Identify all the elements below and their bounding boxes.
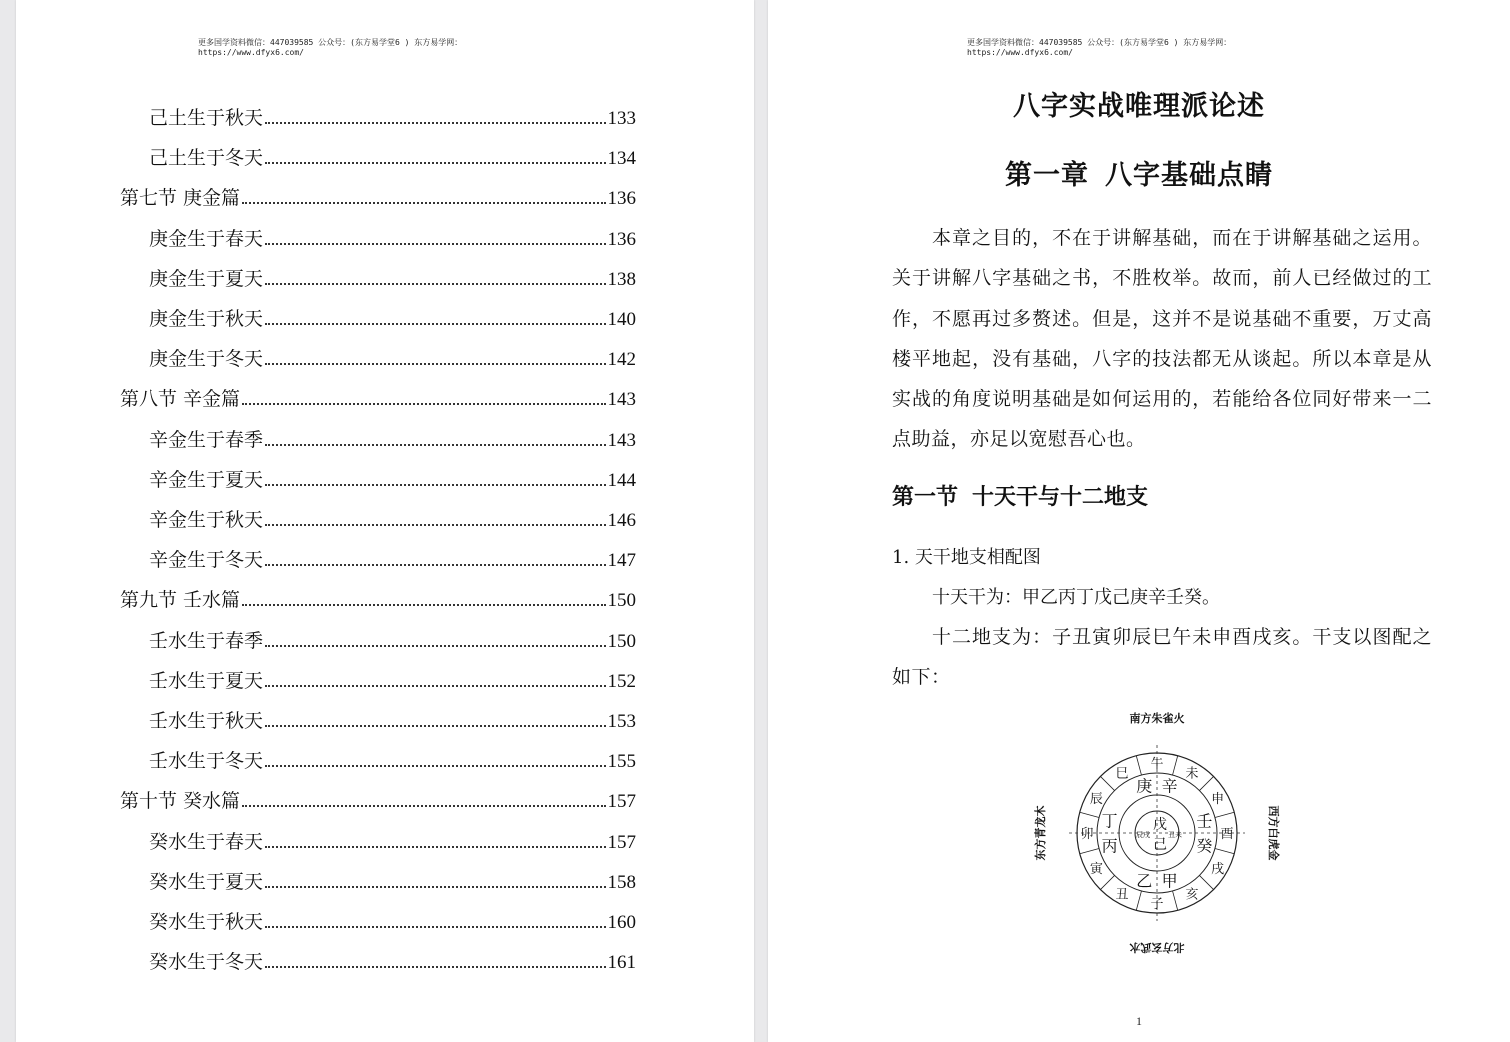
toc-entry[interactable]	[149, 462, 636, 492]
toc-page-number: 146	[607, 510, 636, 531]
branch-divider	[1080, 849, 1099, 854]
toc-dot-leader	[265, 685, 605, 687]
toc-dot-leader	[265, 363, 605, 365]
branch-divider	[1100, 875, 1114, 889]
toc-entry-title: 辛金生于春季	[149, 428, 264, 451]
left-page	[16, 0, 754, 1042]
chapter-label: 第一章	[1005, 160, 1089, 191]
toc-page-number: 140	[607, 309, 636, 330]
toc-page-number: 160	[607, 912, 636, 933]
toc-page-number: 134	[607, 148, 636, 170]
toc-entry-title: 辛金生于冬天	[149, 549, 264, 572]
toc-dot-leader	[265, 846, 605, 848]
branch-label: 申	[1211, 792, 1225, 807]
toc-entry-title: 辛金生于秋天	[149, 509, 264, 531]
stem-label: 乙	[1136, 871, 1153, 891]
toc-dot-leader	[265, 645, 605, 647]
toc-page-number: 153	[607, 711, 636, 732]
toc-entry-title: 庚金生于春天	[149, 227, 264, 250]
toc-page-number: 157	[607, 791, 636, 813]
toc-entry-title: 庚金生于秋天	[149, 308, 264, 330]
toc-entry-title: 第八节 辛金篇	[120, 388, 241, 411]
stem-label: 丙	[1101, 836, 1118, 856]
section-label: 第一节	[892, 484, 959, 510]
toc-dot-leader	[242, 202, 605, 204]
toc-entry-title: 壬水生于夏天	[149, 669, 264, 692]
branch-label: 寅	[1089, 862, 1103, 877]
toc-page-number: 155	[607, 751, 636, 773]
toc-entry-title: 癸水生于夏天	[149, 870, 264, 893]
toc-entry[interactable]	[149, 944, 636, 974]
toc-entry[interactable]	[149, 542, 636, 572]
stem-label: 壬	[1196, 811, 1213, 831]
stem-label: 癸	[1196, 836, 1213, 856]
toc-page-number: 150	[607, 590, 636, 612]
toc-dot-leader	[242, 403, 605, 405]
toc-dot-leader	[265, 122, 605, 124]
toc-page-number: 143	[607, 429, 636, 451]
branch-label: 子	[1150, 897, 1164, 912]
toc-dot-leader	[265, 725, 605, 727]
toc-entry-title: 辛金生于夏天	[149, 468, 264, 491]
toc-section-entry[interactable]	[120, 180, 636, 210]
center-sub-label: 辰戌	[1136, 831, 1150, 839]
toc-entry[interactable]	[149, 864, 636, 894]
toc-entry[interactable]	[149, 904, 636, 934]
stem-label: 丁	[1101, 811, 1118, 831]
toc-dot-leader	[265, 484, 605, 486]
branch-label: 未	[1185, 766, 1199, 782]
toc-page-number: 147	[607, 550, 636, 572]
toc-page-number: 157	[607, 831, 636, 853]
toc-entry-title: 癸水生于冬天	[149, 951, 264, 974]
toc-entry-title: 癸水生于秋天	[149, 911, 264, 933]
toc-dot-leader	[265, 283, 605, 285]
branch-divider	[1199, 776, 1213, 790]
toc-page-number: 142	[607, 349, 636, 371]
toc-page-number: 143	[607, 389, 636, 411]
watermark-line-2: https://www.dfyx6.com/	[198, 48, 304, 57]
chapter-title	[768, 153, 1510, 192]
toc-entry[interactable]	[149, 422, 636, 452]
toc-dot-leader	[265, 926, 605, 928]
toc-page-number: 161	[607, 952, 636, 974]
toc-entry-title: 壬水生于秋天	[149, 710, 264, 732]
toc-page-number: 138	[607, 268, 636, 290]
right-page	[768, 0, 1510, 1042]
section-heading	[892, 480, 1148, 511]
watermark-line-1: 更多国学资料微信：447039585 公众号：(东方易学堂6 ) 东方易学网：	[198, 38, 463, 47]
center-sub-label: 丑未	[1168, 831, 1182, 839]
stem-label: 甲	[1161, 871, 1178, 891]
toc-dot-leader	[265, 323, 605, 325]
toc-dot-leader	[265, 564, 605, 566]
toc-entry[interactable]	[149, 140, 636, 170]
toc-entry-title: 癸水生于春天	[149, 830, 264, 853]
toc-entry-title: 庚金生于夏天	[149, 267, 264, 290]
branch-divider	[1136, 756, 1141, 775]
toc-section-entry[interactable]	[120, 582, 636, 612]
book-title: 八字实战唯理派论述	[1013, 91, 1265, 122]
branch-label: 卯	[1080, 827, 1094, 842]
middle-ring	[1097, 773, 1217, 893]
page-number: 1	[1136, 1014, 1142, 1028]
toc-page-number: 136	[607, 228, 636, 250]
toc-entry[interactable]	[149, 301, 636, 331]
branch-divider	[1080, 812, 1099, 817]
toc-entry-title: 第七节 庚金篇	[120, 187, 241, 210]
branch-label: 午	[1150, 757, 1164, 772]
center-stem: 戊	[1153, 817, 1167, 833]
toc-entry[interactable]	[149, 623, 636, 653]
watermark-left	[198, 38, 462, 58]
watermark-line-1: 更多国学资料微信：447039585 公众号：(东方易学堂6 ) 东方易学网：	[967, 38, 1232, 47]
toc-dot-leader	[265, 966, 605, 968]
toc-section-entry[interactable]	[120, 381, 636, 411]
branch-label: 酉	[1220, 827, 1234, 842]
toc-dot-leader	[242, 604, 605, 606]
toc-entry[interactable]	[149, 743, 636, 773]
branch-divider	[1215, 812, 1234, 817]
east-label: 东方青龙木	[1034, 805, 1047, 861]
toc-dot-leader	[265, 524, 605, 526]
center-stem: 己	[1153, 837, 1167, 853]
south-label: 南方朱雀火	[1129, 712, 1185, 725]
toc-page-number: 158	[607, 871, 636, 893]
toc-dot-leader	[265, 162, 605, 164]
toc-entry-title: 己土生于冬天	[149, 147, 264, 170]
toc-entry-title: 己土生于秋天	[149, 107, 264, 129]
toc-entry-title: 壬水生于冬天	[149, 750, 264, 773]
west-label: 西方白虎金	[1267, 805, 1280, 861]
toc-entry-title: 庚金生于冬天	[149, 348, 264, 371]
toc-entry[interactable]	[149, 341, 636, 371]
north-label: 北方玄武水	[1129, 941, 1185, 954]
branch-divider	[1173, 891, 1178, 910]
toc-page-number: 136	[607, 188, 636, 210]
intro-paragraph: 本章之目的，不在于讲解基础，而在于讲解基础之运用。关于讲解八字基础之书，不胜枚举。故而，前人已经做过的工作，不愿再过多赘述。但是，这并不是说基础不重要，万丈高楼平地起，没有基础，八字的技法都无从谈起。所以本章是从实战的角度说明基础是如何运用的，若能给各位同好带来一二点助益，亦足以宽慰吾心也。	[892, 227, 1432, 451]
branch-divider	[1100, 776, 1114, 790]
toc-page-number: 144	[607, 469, 636, 491]
section-name: 十天干与十二地支	[972, 484, 1149, 510]
toc-dot-leader	[242, 805, 605, 807]
branches-paragraph: 十二地支为：子丑寅卯辰巳午未申酉戌亥。干支以图配之如下：	[892, 626, 1432, 689]
toc-entry[interactable]	[149, 502, 636, 532]
toc-entry[interactable]	[149, 100, 636, 130]
branch-label: 丑	[1115, 887, 1129, 903]
toc-entry[interactable]	[149, 261, 636, 291]
branch-label: 戌	[1211, 862, 1225, 877]
chapter-name: 八字基础点睛	[1105, 160, 1273, 191]
watermark-right	[967, 38, 1231, 58]
toc-entry[interactable]	[149, 221, 636, 251]
branch-divider	[1215, 849, 1234, 854]
branch-divider	[1173, 756, 1178, 775]
toc-page-number: 152	[607, 670, 636, 692]
branch-label: 巳	[1115, 766, 1129, 782]
toc-dot-leader	[265, 886, 605, 888]
sub-heading: 1. 天干地支相配图	[892, 547, 1041, 568]
toc-page-number: 150	[607, 630, 636, 652]
toc-section-entry[interactable]	[120, 783, 636, 813]
toc-page-number: 133	[607, 108, 636, 129]
toc-entry-title: 第九节 壬水篇	[120, 589, 241, 612]
toc-dot-leader	[265, 444, 605, 446]
toc-entry[interactable]	[149, 663, 636, 693]
branch-divider	[1199, 875, 1213, 889]
watermark-line-2: https://www.dfyx6.com/	[967, 48, 1073, 57]
toc-entry[interactable]	[149, 824, 636, 854]
stem-label: 辛	[1161, 776, 1178, 796]
branch-label: 亥	[1185, 887, 1199, 903]
toc-dot-leader	[265, 765, 605, 767]
stem-label: 庚	[1136, 776, 1153, 796]
stems-line: 十天干为：甲乙丙丁戊己庚辛壬癸。	[932, 587, 1220, 608]
toc-dot-leader	[265, 243, 605, 245]
branch-label: 辰	[1089, 792, 1103, 807]
toc-entry-title: 第十节 癸水篇	[120, 790, 241, 813]
toc-entry[interactable]	[149, 703, 636, 733]
stems-branches-diagram	[1032, 708, 1282, 958]
toc-entry-title: 壬水生于春季	[149, 629, 264, 652]
branch-divider	[1136, 891, 1141, 910]
